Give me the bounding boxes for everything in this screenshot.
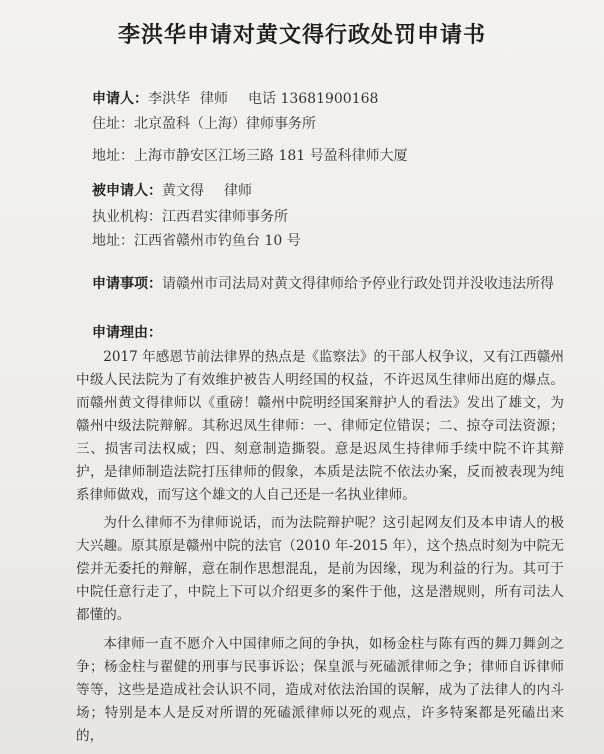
reason-paragraph-1: 2017 年感恩节前法律界的热点是《监察法》的干部人权争议，又有江西赣州中级人民法院为了有效维护被告人明经国的权益，不许迟凤生律师出庭的爆点。而赣州黄文得律师以《重磅！赣州中院明经国案辩护人的看法》发出了雄文，为赣州中级法院辩解。其称迟凤生律师：一、律师定位错误；二、掠夺司法资源；三、损害司法权威；四、刻意制造撕裂。意是迟凤生持律师手续中院不许其辩护，是律师制造法院打压律师的假象，本质是法院不依法办案，反而被表现为纯系律师做戏，而写这个雄文的人自己还是一名执业律师。 (76, 349, 564, 503)
applicant-residence: 北京盈科（上海）律师事务所 (134, 116, 316, 132)
respondent-name: 黄文得 (162, 183, 204, 199)
applicant-address-line (92, 145, 408, 165)
matter-label: 申请事项： (92, 276, 162, 292)
respondent-address: 江西省赣州市钓鱼台 10 号 (134, 233, 301, 249)
respondent-label: 被申请人： (92, 183, 162, 199)
document-title: 李洪华申请对黄文得行政处罚申请书 (117, 23, 486, 48)
respondent-firm-label: 执业机构： (92, 209, 162, 225)
applicant-phone: 电话 13681900168 (248, 91, 379, 107)
respondent-firm: 江西君实律师事务所 (162, 209, 288, 225)
respondent-address-line (92, 230, 301, 250)
respondent-firm-line (92, 206, 288, 226)
reason-paragraph-2: 为什么律师不为律师说话，而为法院辩护呢？这引起网友们及本申请人的极大兴趣。原其原是赣州中院的法官（2010 年-2015 年），这个热点时刻为中院无偿并无委托的辩解，意在制作思想混乱，是前为因缘，现为利益的行为。其可于中院任意行走了，中院上下可以介绍更多的案件于他，这是潜规则，所有司法人都懂的。 (76, 515, 564, 623)
respondent-role: 律师 (224, 183, 252, 199)
reasons-heading: 申请理由： (92, 325, 162, 341)
respondent-line (92, 180, 252, 200)
matter-line (92, 273, 554, 293)
respondent-address-label: 地址： (92, 233, 134, 249)
applicant-residence-line (92, 113, 316, 133)
applicant-address-label: 地址： (92, 148, 134, 164)
applicant-role: 律师 (200, 91, 228, 107)
applicant-label: 申请人： (92, 91, 148, 107)
reason-paragraph-3: 本律师一直不愿介入中国律师之间的争执，如杨金柱与陈有西的舞刀舞剑之争；杨金柱与翟健的刑事与民事诉讼；保皇派与死磕派律师之争；律师自诉律师等等，这些是造成社会认识不同，造成对依法治国的误解，成为了法律人的内斗场；特别是本人是反对所谓的死磕派律师以死的观点，许多特案都是死磕出来的， (76, 636, 564, 744)
applicant-name: 李洪华 (148, 91, 190, 107)
matter-text: 请赣州市司法局对黄文得律师给予停业行政处罚并没收违法所得 (162, 276, 554, 292)
applicant-line (92, 88, 378, 108)
applicant-address: 上海市静安区江场三路 181 号盈科律师大厦 (134, 148, 408, 164)
applicant-residence-label: 住址： (92, 116, 134, 132)
